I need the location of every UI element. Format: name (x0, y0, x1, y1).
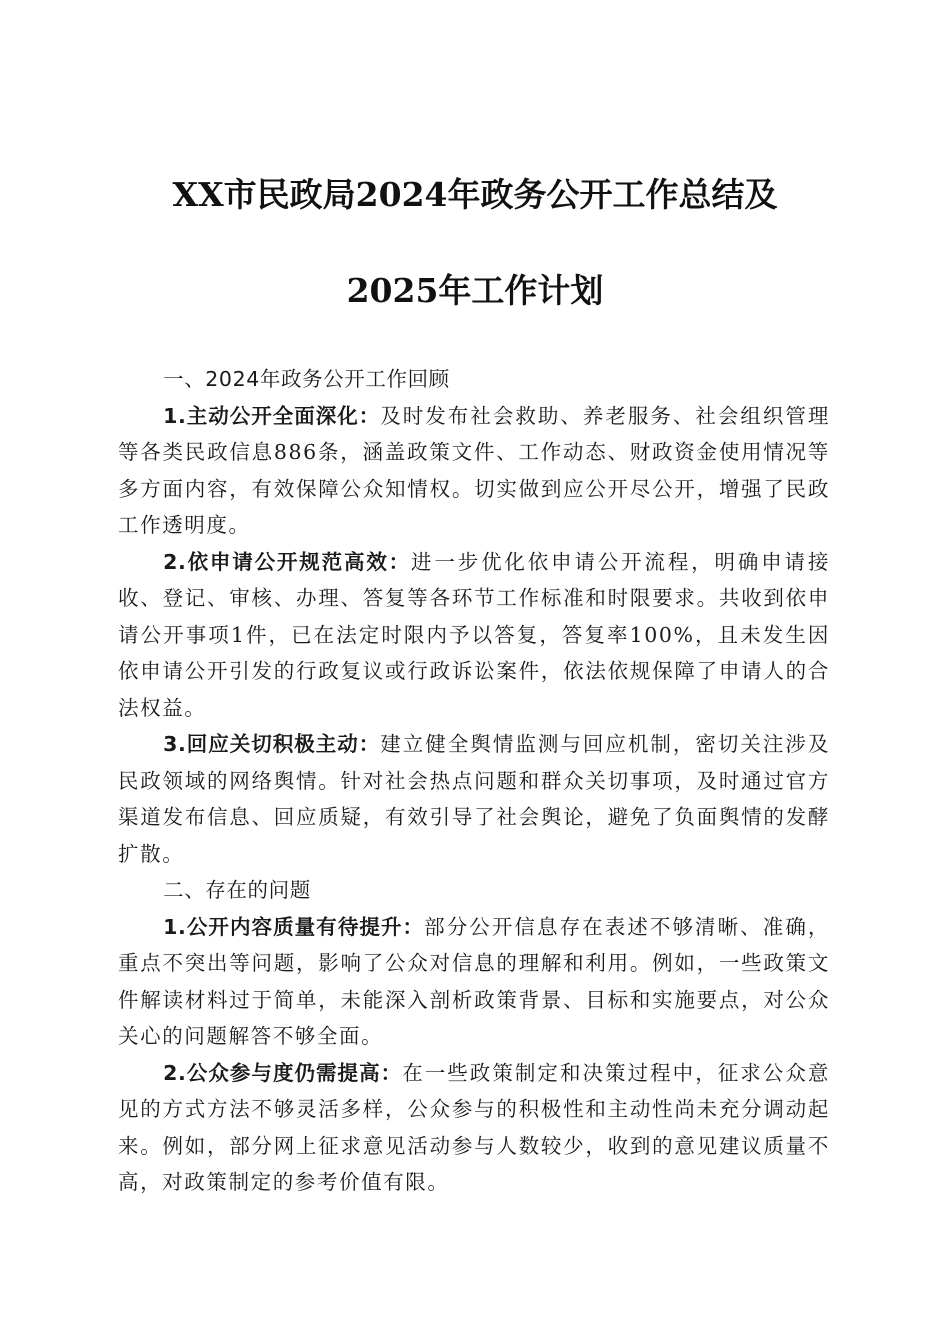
paragraph-text: 进一步优化依申请公开流程，明确申请接收、登记、审核、办理、答复等各环节工作标准和时限要求。共收到依申请公开事项1件，已在法定时限内予以答复，答复率100%，且未发生因依申请公开引发的行政复议或行政诉讼案件，依法依规保障了申请人的合法权益。 (118, 549, 830, 720)
paragraph-text: 及时发布社会救助、养老服务、社会组织管理等各类民政信息886条，涵盖政策文件、工作动态、财政资金使用情况等多方面内容，有效保障公众知情权。切实做到应公开尽公开，增强了民政工作透明度。 (118, 403, 830, 537)
paragraph-text: 在一些政策制定和决策过程中，征求公众意见的方式方法不够灵活多样，公众参与的积极性和主动性尚未充分调动起来。例如，部分网上征求意见活动参与人数较少，收到的意见建议质量不高，对政策制定的参考价值有限。 (118, 1060, 830, 1194)
paragraph-lead: 2.公众参与度仍需提高： (163, 1060, 403, 1085)
paragraph-public-participation (118, 1055, 830, 1201)
document-body (118, 361, 830, 1201)
paragraph-lead: 3.回应关切积极主动： (163, 732, 381, 756)
paragraph-text: 建立健全舆情监测与回应机制，密切关注涉及民政领域的网络舆情。针对社会热点问题和群众关切事项，及时通过官方渠道发布信息、回应质疑，有效引导了社会舆论，避免了负面舆情的发酵扩散。 (118, 732, 830, 866)
section-heading-review: 一、2024年政务公开工作回顾 (163, 367, 450, 391)
paragraph-content-quality (118, 909, 830, 1055)
document-title-line-2: 2025年工作计划 (346, 271, 604, 310)
paragraph-lead: 1.公开内容质量有待提升： (163, 914, 425, 939)
paragraph-lead: 2.依申请公开规范高效： (163, 549, 412, 574)
paragraph-lead: 1.主动公开全面深化： (163, 403, 381, 428)
document-title-line-1: XX市民政局2024年政务公开工作总结及 (172, 175, 778, 214)
paragraph-text: 部分公开信息存在表述不够清晰、准确，重点不突出等问题，影响了公众对信息的理解和利用。例如，一些政策文件解读材料过于简单，未能深入剖析政策背景、目标和实施要点，对公众关心的问题解答不够全面。 (118, 914, 830, 1048)
paragraph-application-disclosure (118, 544, 830, 727)
paragraph-responding-concerns (118, 726, 830, 872)
paragraph-proactive-disclosure (118, 398, 830, 544)
section-heading-problems: 二、存在的问题 (163, 878, 311, 902)
